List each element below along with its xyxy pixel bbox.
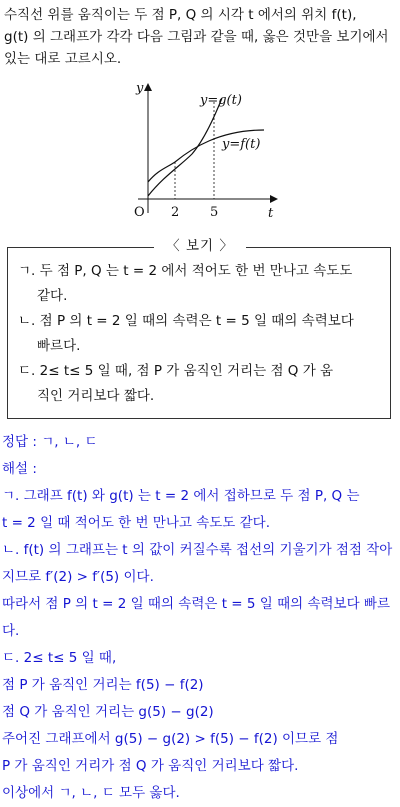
question-line: g(t) 의 그래프가 각각 다음 그림과 같을 때, 옳은 것만을 보기에서 (4, 29, 389, 45)
solution-line: 점 P 가 움직인 거리는 f(5) − f(2) (2, 677, 204, 693)
bogi-item-2-cont: 빠르다. (37, 338, 81, 354)
solution-line: 따라서 점 P 의 t = 2 일 때의 속력은 t = 5 일 때의 속력보다 빠르 (2, 596, 391, 612)
curve-g-label: y=g(t) (200, 93, 242, 108)
solution-line: ㄴ. f(t) 의 그래프는 t 의 값이 커질수록 접선의 기울기가 점점 작아 (2, 542, 393, 558)
solution-line: 주어진 그래프에서 g(5) − g(2) > f(5) − f(2) 이므로 점 (2, 731, 339, 747)
solution-line: 지므로 f′(2) > f′(5) 이다. (2, 569, 154, 585)
question-line: 수직선 위를 움직이는 두 점 P, Q 의 시각 t 에서의 위치 f(t), (4, 7, 357, 23)
solution-line: ㄷ. 2≤ t≤ 5 일 때, (2, 650, 117, 666)
bogi-item-3: ㄷ. 2≤ t≤ 5 일 때, 점 P 가 움직인 거리는 점 Q 가 움 (18, 363, 334, 379)
solution-line: 이상에서 ㄱ, ㄴ, ㄷ 모두 옳다. (2, 785, 180, 801)
bogi-item-2: ㄴ. 점 P 의 t = 2 일 때의 속력은 t = 5 일 때의 속력보다 (18, 313, 354, 329)
curve-f-label: y=f(t) (222, 137, 261, 152)
bogi-item-3-cont: 직인 거리보다 짧다. (37, 388, 155, 404)
position-graph (122, 78, 282, 220)
solution-line: 다. (2, 623, 20, 639)
tick-2-label: 2 (171, 205, 180, 220)
bogi-items (18, 259, 388, 409)
bogi-title: 〈 보기 〉 (154, 237, 246, 255)
solution-line: 점 Q 가 움직인 거리는 g(5) − g(2) (2, 704, 214, 720)
solution-line: ㄱ. 그래프 f(t) 와 g(t) 는 t = 2 에서 접하므로 두 점 P, Q 는 (2, 488, 360, 504)
t-axis-label: t (268, 206, 274, 220)
curve-g (148, 98, 222, 196)
question-line: 있는 대로 고르시오. (4, 51, 122, 67)
solution-line: t = 2 일 때 적어도 한 번 만나고 속도도 같다. (2, 515, 271, 531)
bogi-item-1: ㄱ. 두 점 P, Q 는 t = 2 에서 적어도 한 번 만나고 속도도 (18, 263, 353, 279)
answer-line: 정답 : ㄱ, ㄴ, ㄷ (2, 434, 98, 450)
solution-line: P 가 움직인 거리가 점 Q 가 움직인 거리보다 짧다. (2, 758, 299, 774)
origin-label: O (134, 205, 145, 220)
bogi-item-1-cont: 같다. (37, 288, 68, 304)
tick-5-label: 5 (210, 205, 219, 220)
y-axis-label: y (136, 81, 144, 96)
solution (2, 429, 398, 807)
question-text (4, 4, 396, 70)
explanation-heading: 해설 : (2, 461, 37, 477)
